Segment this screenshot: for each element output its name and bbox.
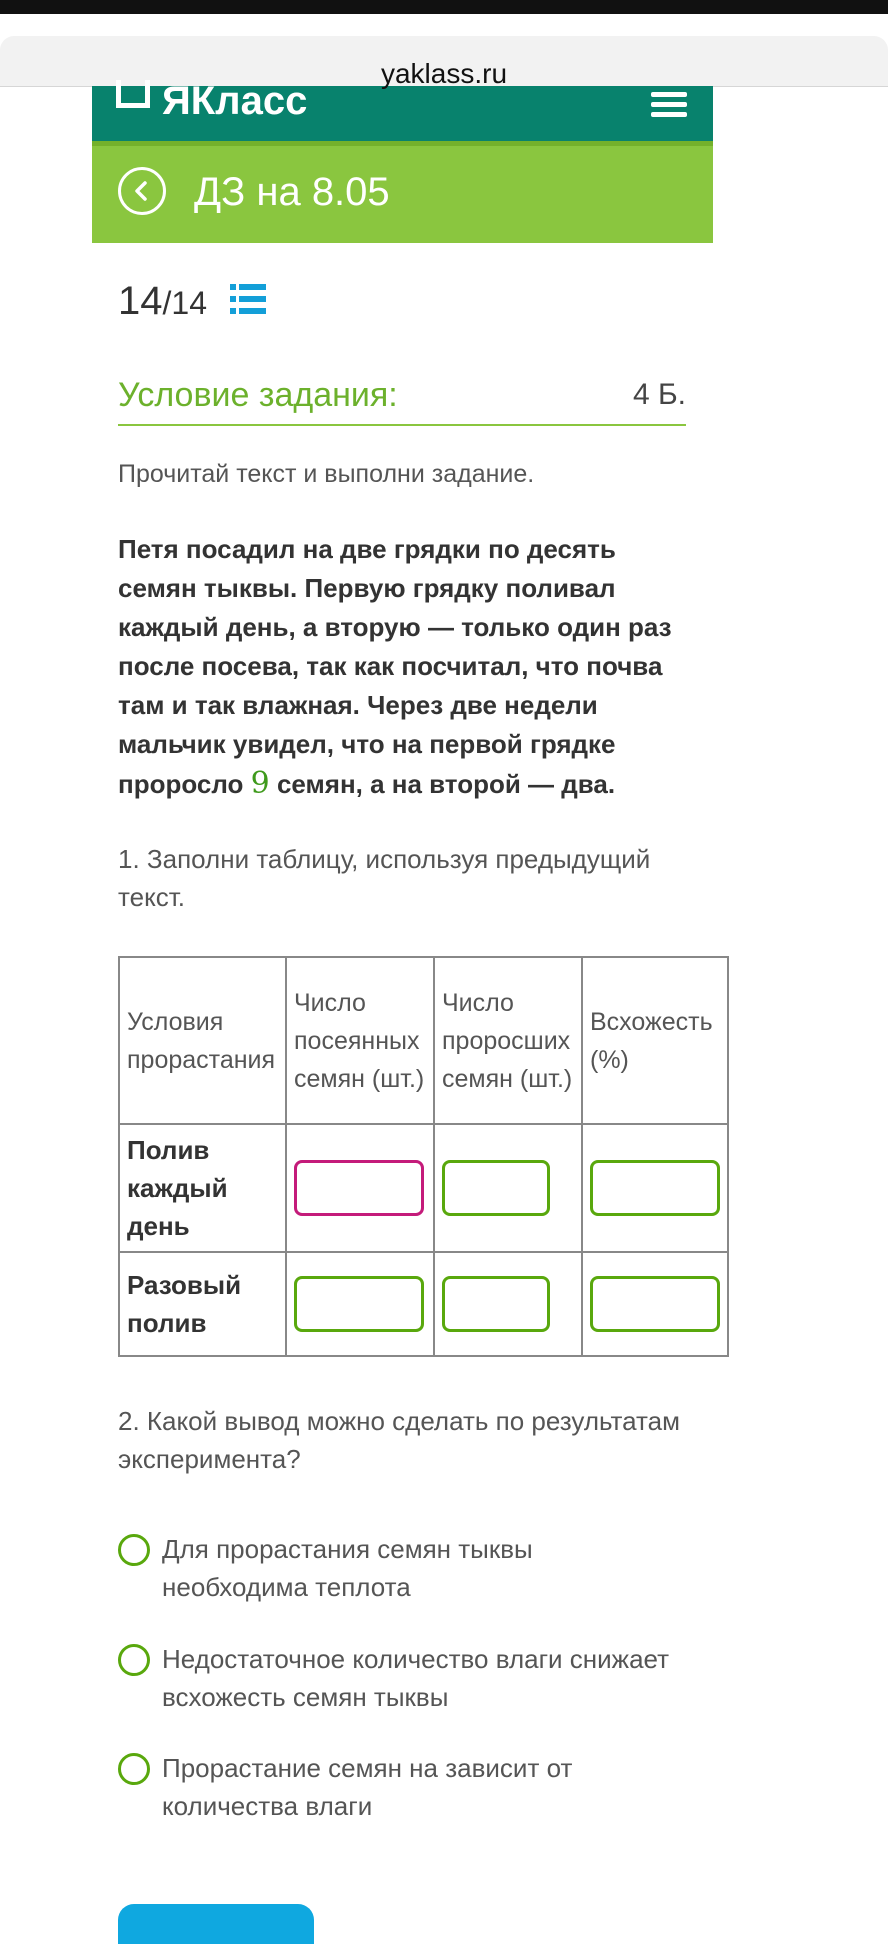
answer-option-2[interactable] <box>118 1640 698 1716</box>
row-label-daily-watering: Полив каждый день <box>119 1124 286 1252</box>
table-header-conditions: Условия прорастания <box>119 957 286 1124</box>
results-table[interactable] <box>118 956 713 1364</box>
task-counter <box>118 276 266 328</box>
question-1: 1. Заполни таблицу, используя предыдущий текст. <box>118 844 651 912</box>
answer-field-daily-sown[interactable] <box>294 1160 424 1216</box>
answer-field-daily-sprouted[interactable] <box>442 1160 550 1216</box>
table-row <box>119 1252 728 1356</box>
menu-icon[interactable] <box>651 92 687 118</box>
back-arrow-icon[interactable] <box>118 167 166 215</box>
story-text-end: семян, а на второй — два. <box>269 769 616 799</box>
story-text-start: Петя посадил на две грядки по десять семян тыквы. Первую грядку поливал каждый день, а вторую — только один раз после посева, так как посчитал, что почва там и так влажная. Через две недели мальчик увидел, что на первой грядке проросло <box>118 534 672 799</box>
option-label[interactable]: Для прорастания семян тыквы необходима теплота <box>162 1534 533 1602</box>
logo-text: ЯКласс <box>162 79 308 123</box>
table-row <box>119 1124 728 1252</box>
table-header-germination: Всхожесть (%) <box>582 957 728 1124</box>
task-condition-header <box>118 372 686 426</box>
answer-field-single-germination[interactable] <box>590 1276 720 1332</box>
table-header-sprouted: Число проросших семян (шт.) <box>434 957 582 1124</box>
option-label[interactable]: Недостаточное количество влаги снижает всхожесть семян тыквы <box>162 1644 670 1712</box>
bar-divider <box>92 141 713 146</box>
task-story <box>118 530 698 804</box>
submit-button[interactable] <box>118 1904 314 1944</box>
device-status-bar <box>0 0 888 14</box>
section-title: Условие задания: <box>118 376 398 414</box>
homework-bar <box>92 141 713 243</box>
site-header <box>92 79 713 141</box>
option-label[interactable]: Прорастание семян на зависит от количества влаги <box>162 1753 573 1821</box>
question-2: 2. Какой вывод можно сделать по результатам эксперимента? <box>118 1406 680 1474</box>
row-label-single-watering: Разовый полив <box>119 1252 286 1356</box>
story-number: 9 <box>250 766 270 801</box>
answer-option-1[interactable] <box>118 1530 698 1606</box>
task-score: 4 Б. <box>632 378 686 411</box>
task-instruction: Прочитай текст и выполни задание. <box>118 460 535 488</box>
answer-field-single-sprouted[interactable] <box>442 1276 550 1332</box>
radio-icon[interactable] <box>118 1534 150 1566</box>
answer-option-3[interactable] <box>118 1749 698 1825</box>
total-tasks: /14 <box>162 285 207 321</box>
answer-field-single-sown[interactable] <box>294 1276 424 1332</box>
answer-field-daily-germination[interactable] <box>590 1160 720 1216</box>
homework-title: ДЗ на 8.05 <box>194 170 390 214</box>
radio-icon[interactable] <box>118 1644 150 1676</box>
radio-icon[interactable] <box>118 1753 150 1785</box>
current-task-number: 14 <box>118 279 163 323</box>
url-text[interactable]: yaklass.ru <box>380 58 508 89</box>
table-header-sown: Число посеянных семян (шт.) <box>286 957 434 1124</box>
list-icon[interactable] <box>230 283 266 315</box>
